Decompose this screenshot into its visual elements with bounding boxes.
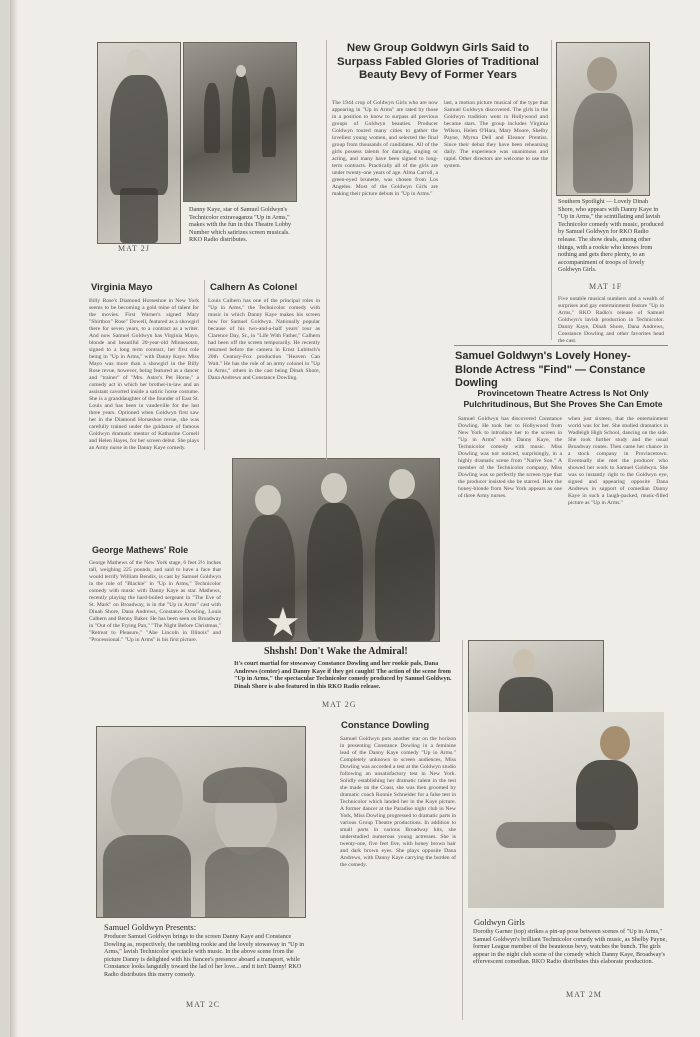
goldwyn-girls-caption-title: Goldwyn Girls <box>474 917 525 927</box>
virginia-mayo-headline: Virginia Mayo <box>91 282 153 293</box>
honey-subhead: Provincetown Theatre Actress Is Not Only Pulchritudinous, But She Proves She Can Emote <box>463 388 663 409</box>
mathews-headline: George Mathews' Role <box>92 545 189 555</box>
dinah-shore-photo <box>556 42 650 196</box>
goldwyn-girl-pinup-bottom-photo <box>468 712 664 908</box>
honey-body-col1: Samuel Goldwyn has discovered Constance Dowling. He took her to Hollywood from New York to introduce her to the screen in "Up in Arms" with Danny Kaye, the Technicolor comedy with music. Miss Dowling was not noticed, surprisingly, in a highly dramatic scene from "Native Son." A member of the Technicolor company, Miss Dowling was so perfectly the screen type that the producer insisted she be starred. Here the honey-blonde from New York appears as one of three Army nurses. <box>458 416 562 499</box>
dont-wake-admiral-photo: ★ <box>232 458 440 642</box>
shhh-mat: MAT 2G <box>322 700 357 709</box>
top-photo-caption: Danny Kaye, star of Samuel Goldwyn's Technicolor extravaganza "Up in Arms," makes with the fun in this Theatre Lobby Number which satirizes screen musicals. RKO Radio distributes. <box>189 206 292 244</box>
bottom-left-caption-title: Samuel Goldwyn Presents: <box>104 922 197 932</box>
calhern-headline: Calhern As Colonel <box>210 282 298 293</box>
honey-headline: Samuel Goldwyn's Lovely Honey-Blonde Actress "Find" — Constance Dowling <box>455 350 646 389</box>
southern-spotlight-caption: Southern Spotlight — Lovely Dinah Shore, who appears with Danny Kaye in "Up in Arms," the scintillating and lavish Technicolor comedy with music, produced by Samuel Goldwyn for RKO Radio release. The show deals, among other things, with a rookie who knows from nothing and gets there plenty, to an accompaniment of troops of lovely Goldwyn Girls. <box>558 198 664 274</box>
kaye-dowling-photo <box>96 726 306 918</box>
new-group-body-col2: last, a motion picture musical of the type that Samuel Goldwyn discovered. The girls in the Goldwyn tradition went to Hollywood and became stars. The group includes Virginia Wilson, Helen O'Hara, Mary Moore, Shelby Payne, Myrna Dell and Eleanor Prentiss. Since their debut they have been rehearsing daily. The experience was unanimous and rapid. Other directors are welcome to use the system. <box>444 100 548 169</box>
top-photo-mat: MAT 2J <box>118 244 150 253</box>
shhh-caption: It's court martial for stowaway Constance Dowling and her rookie pals, Dana Andrews (center) and Danny Kaye if they get caught! The action of the scene from "Up in Arms," the spectacular Technicolor comedy produced by Samuel Goldwyn. Dinah Shore is also featured in this RKO Radio release. <box>234 660 452 690</box>
constance-headline: Constance Dowling <box>341 720 430 731</box>
column-rule <box>462 640 463 1020</box>
mathews-body: George Mathews of the New York stage, 6 feet 2½ inches tall, weighing 225 pounds, and said to have a face that would terrify William Bendix, is cast by Samuel Goldwyn in the role of "Blackie" in "Up in Arms," Technicolor comedy with music with Danny Kaye as star. Mathews, recently playing the hard-boiled sergeant in "The Eve of St. Mark" on Broadway, is in the "Up in Arms" cast with Dinah Shore, Dana Andrews, Constance Dowling, Louis Calhern and Benny Baker. He has been seen on Broadway in "Out of the Frying Pan," "The Night Before Christmas," "Retreat to Pleasure," "Abe Lincoln in Illinois" and "Processional." "Up in Arms" is his first picture. <box>89 560 221 643</box>
goldwyn-girls-mat: MAT 2M <box>566 990 602 999</box>
goldwyn-girls-caption: Dorothy Garner (top) strikes a pin-up pose between scenes of "Up in Arms," Samuel Goldwyn's brilliant Technicolor comedy with music, as Shelby Payne, former League member of the beauteous bevy, watches the bunch. The girls appear in the night club scene of the comedy which Danny Kaye, Broadway's effervescent comedian. RKO Radio distributes this elaborate production. <box>473 928 667 966</box>
column-rule <box>326 40 327 460</box>
column-rule <box>204 280 205 450</box>
new-group-body: The 1944 crop of Goldwyn Girls who are now appearing in "Up in Arms" are rated by those in a position to know to surpass all previous groups of Goldwyn beauties. Producer Goldwyn toured many cities to gather the loveliest young women, and selected the final group from thousands of candidates. All of the girls possess talents for dancing, singing or acting, and many have been signed to long-term contracts. Practically all of the girls are under twenty-one years of age. Alma Carroll, a green-eyed brunette, was chosen from Los Angeles. Most of the Goldwyn Girls are making their picture debuts in "Up in Arms." <box>332 100 438 197</box>
calhern-body: Louis Calhern has one of the principal roles in "Up in Arms," the Technicolor comedy with music in which Danny Kaye makes his screen bow for Samuel Goldwyn. Nationally popular because of his two-and-a-half years' tour as Clarence Day, Sr., in "Life With Father," Calhern had been off the screen temporarily. He recently returned before the camera in Ernst Lubitsch's 20th Century-Fox production "Heaven Can Wait." He has the role of an army colonel in "Up in Arms," others in the cast being Dinah Shore, Dana Andrews and Constance Dowling. <box>208 298 320 381</box>
constance-body: Samuel Goldwyn puts another star on the horizon in presenting Constance Dowling in a feminine lead of the Danny Kaye comedy "Up in Arms." Completely unknown to screen audiences, Miss Dowling was accorded a test at the Goldwyn studio following an unsatisfactory test in New York. Solidly establishing her dramatic talent in the test she made on the Coast, she was then groomed by dramatic coach Ronnie Schneider for a false test in Technicolor which landed her in the Kaye picture. A former dancer at the Paradise night club in New York, Miss Dowling progressed to dramatic parts in various Group Theatre productions. In addition to small parts in various Broadway hits, she understudied numerous young actresses. She is twenty-one, five feet five, with honey brown hair and dark brown eyes. She plays opposite Dana Andrews, with Danny Kaye carrying the burden of the comedy. <box>340 736 456 868</box>
new-group-headline: New Group Goldwyn Girls Said to Surpass Fabled Glories of Traditional Beauty Bevy of Former Years <box>337 42 539 82</box>
bottom-left-caption: Producer Samuel Goldwyn brings to the screen Danny Kaye and Constance Dowling as, respectively, the rambling rookie and the lovely stowaway in "Up in Arms," lavish Technicolor spectacle with music. In the above scene from the picture Danny is delighted with his fiancee's presence aboard a transport, while Constance looks languidly toward the lad of her love... and it isn't Danny! RKO Radio distributes this merry comedy. <box>104 933 305 978</box>
southern-mat: MAT 1F <box>589 282 623 291</box>
danny-kaye-portrait-photo <box>97 42 181 244</box>
southern-note: Five notable musical numbers and a wealth of surprises and gay entertainment feature "Up in Arms," RKO Radio's release of Samuel Goldwyn's lavish production in Technicolor. Danny Kaye, Dinah Shore, Dana Andrews, Constance Dowling and other favorites head the cast. <box>558 296 664 344</box>
theatre-lobby-scene-photo <box>183 42 297 202</box>
page-fold-shadow <box>10 0 18 1037</box>
shhh-title: Shshsh! Don't Wake the Admiral! <box>264 646 408 657</box>
virginia-mayo-body: Billy Rose's Diamond Horseshoe in New York seems to be becoming a gold mine of talent for the movies. First Warner's signed Mary "Shirtbox" Rose" Dowell, featured as a showgirl there for seven years, to a contract as a writer. And now Samuel Goldwyn has Virginia Mayo, blonde and beautiful 20-year-old Minnesotan, signed to a long term contract, her first role being in "Up in Arms," with Danny Kaye. Miss Mayo was more than a showgirl in the Billy Rose revue, however, being featured as a dancer and "trainer" of "Mrs. Astor's Pet Horse," a comedy act in which her brother-in-law and an assistant cavorted inside a satiric horse costume. She is a granddaughter of the founder of East St. Louis and has been in vaudeville for the last three years. Optioned when Goldwyn first saw her in the Diamond Horseshoe revue, she was carefully trained under the guidance of famous Goldwyn dramatic mentor of Katharine Cornell and Helen Hayes, for her screen debut. She plays an Army nurse in the Danny Kaye comedy. <box>89 298 199 451</box>
column-rule <box>551 40 552 340</box>
honey-body-col2: when just sixteen, that the entertainment world was for her. She studied dramatics in Wadleigh High School, dancing on the side. She took further study and the usual Broadway routes. Then came her chance in a stock company in Provincetown. Eventually she met the producer who showed her work to Samuel Goldwyn. She was so instantly right to the Goldwyn eye, signed and appearing opposite Dana Andrews in support of comedian Danny Kaye in such a laugh-packed, music-filled picture as "Up in Arms." <box>568 416 668 506</box>
bottom-left-mat: MAT 2C <box>186 1000 221 1009</box>
honey-top-rule <box>454 345 668 346</box>
